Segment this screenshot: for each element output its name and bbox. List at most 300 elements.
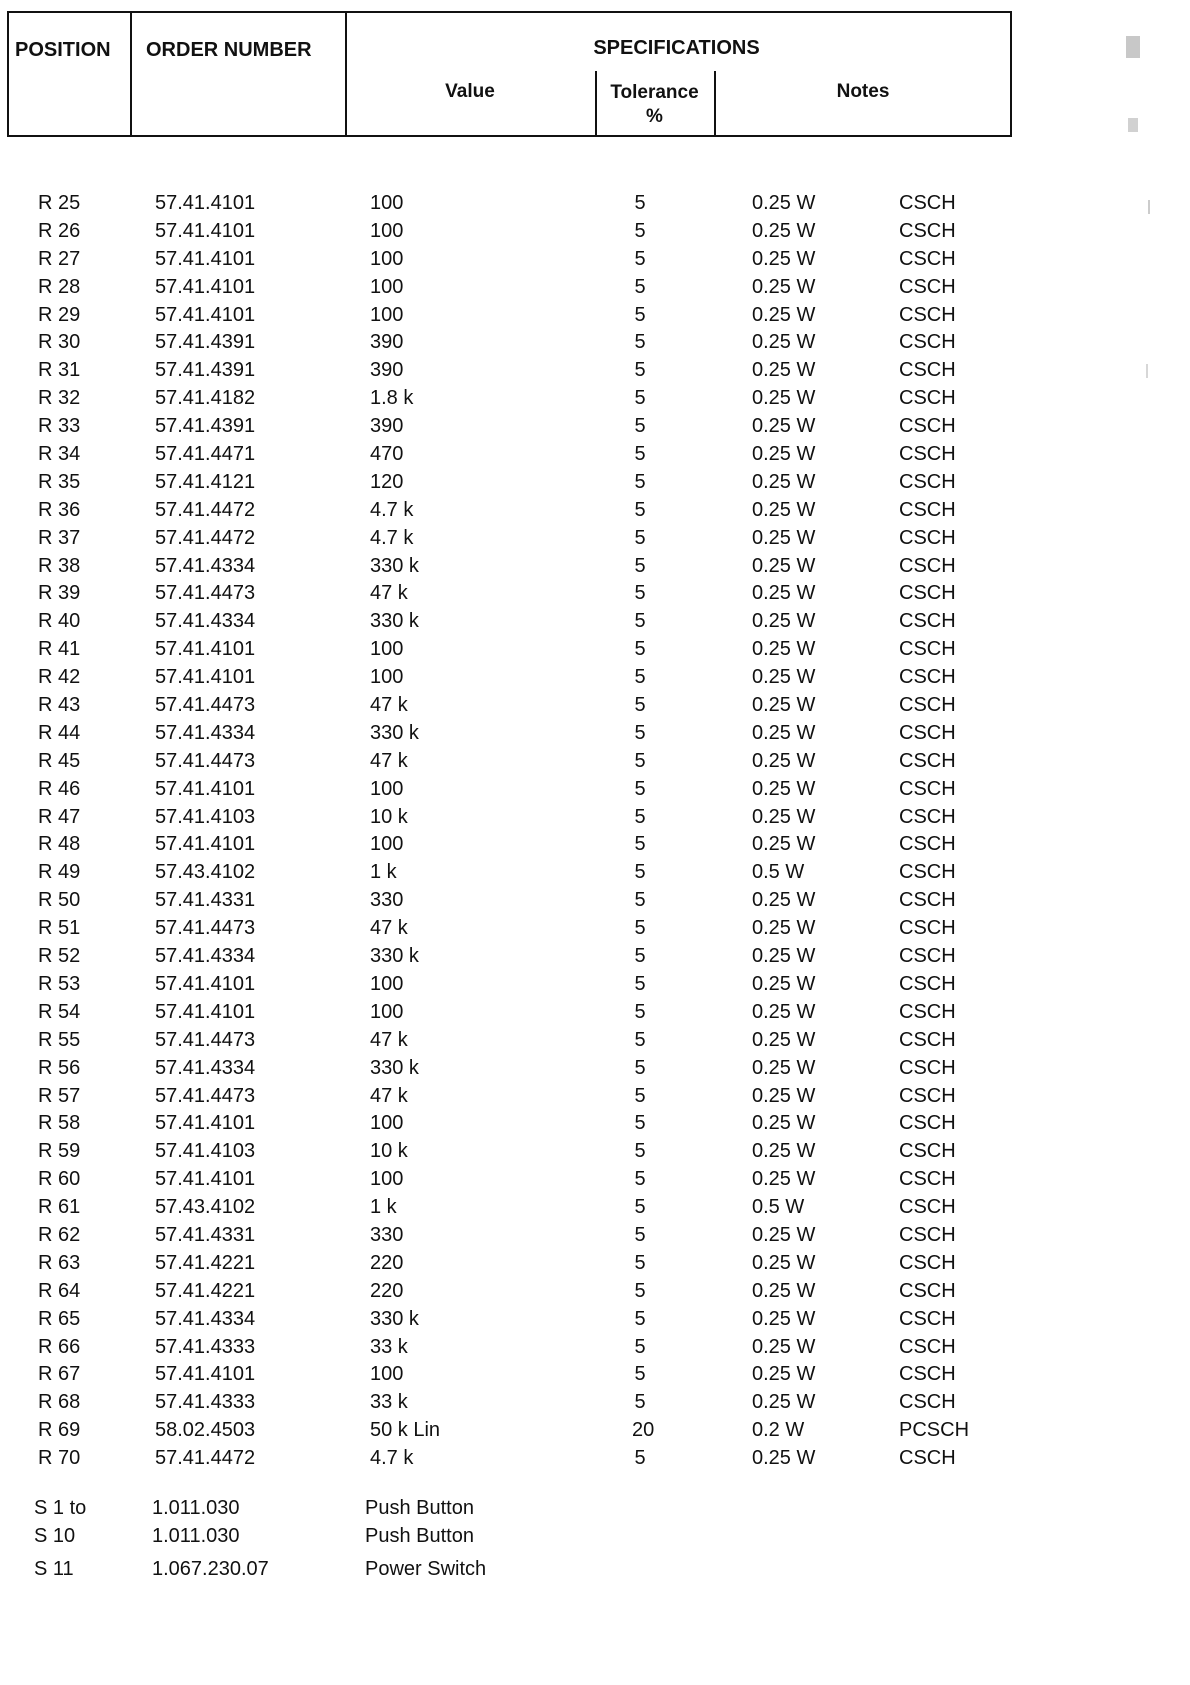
order-number-cell: 57.41.4473 — [155, 749, 256, 772]
value-cell: 100 — [370, 275, 404, 298]
position-cell: R 64 — [38, 1279, 81, 1302]
value-cell: 390 — [370, 331, 404, 354]
order-number-cell: 57.41.4473 — [155, 582, 256, 605]
order-number-cell: 57.43.4102 — [155, 1196, 256, 1219]
value-cell: 120 — [370, 470, 404, 493]
table-row — [0, 608, 1050, 636]
tolerance-cell: 5 — [634, 498, 646, 521]
power-cell: 0.25 W — [752, 415, 816, 438]
tolerance-cell: 5 — [634, 1056, 646, 1079]
position-cell: R 35 — [38, 470, 81, 493]
position-cell: R 27 — [38, 247, 81, 270]
description-cell: Power Switch — [365, 1558, 487, 1580]
power-cell: 0.25 W — [752, 526, 816, 549]
tolerance-cell: 5 — [634, 192, 646, 214]
tolerance-cell: 5 — [634, 945, 646, 968]
position-cell: R 51 — [38, 917, 81, 940]
value-cell: 100 — [370, 192, 404, 214]
notes-cell: CSCH — [899, 303, 956, 326]
table-row — [0, 915, 1050, 943]
table-row — [0, 664, 1050, 692]
order-number-cell: 57.41.4103 — [155, 805, 256, 828]
order-number-cell: 57.41.4221 — [155, 1279, 256, 1302]
position-cell: R 34 — [38, 443, 81, 466]
power-cell: 0.25 W — [752, 582, 816, 605]
power-cell: 0.25 W — [752, 972, 816, 995]
value-cell: 100 — [370, 666, 404, 689]
notes-cell: CSCH — [899, 247, 956, 270]
switch-row — [0, 1495, 1050, 1523]
table-row — [0, 1194, 1050, 1222]
scan-artifact — [1146, 364, 1148, 378]
tolerance-cell: 5 — [634, 303, 646, 326]
order-number-cell: 57.41.4473 — [155, 694, 256, 717]
table-row — [0, 413, 1050, 441]
order-number-cell: 1.067.230.07 — [152, 1558, 269, 1580]
order-number-cell: 57.41.4334 — [155, 945, 256, 968]
tolerance-cell: 5 — [634, 415, 646, 438]
tolerance-cell: 20 — [632, 1419, 655, 1442]
tolerance-cell: 5 — [634, 554, 646, 577]
table-row — [0, 553, 1050, 581]
power-cell: 0.25 W — [752, 247, 816, 270]
position-cell: R 39 — [38, 582, 81, 605]
position-cell: R 56 — [38, 1056, 81, 1079]
order-number-cell: 57.41.4333 — [155, 1391, 256, 1414]
table-row — [0, 525, 1050, 553]
value-cell: 10 k — [370, 805, 408, 828]
order-number-cell: 57.41.4472 — [155, 1447, 256, 1470]
position-cell: R 67 — [38, 1363, 81, 1386]
order-number-cell: 57.41.4331 — [155, 1223, 256, 1246]
position-cell: R 46 — [38, 777, 81, 800]
power-cell: 0.25 W — [752, 833, 816, 856]
notes-cell: CSCH — [899, 1028, 956, 1051]
value-cell: 470 — [370, 443, 404, 466]
order-number-cell: 57.41.4334 — [155, 721, 256, 744]
tolerance-cell: 5 — [634, 1251, 646, 1274]
position-cell: R 49 — [38, 861, 81, 884]
switch-list — [0, 1495, 1050, 1584]
value-cell: 330 k — [370, 945, 419, 968]
value-cell: 330 k — [370, 1307, 419, 1330]
power-cell: 0.25 W — [752, 917, 816, 940]
description-cell: Push Button — [365, 1524, 474, 1547]
switch-row — [0, 1556, 1050, 1584]
tolerance-cell: 5 — [634, 917, 646, 940]
power-cell: 0.25 W — [752, 303, 816, 326]
order-number-cell: 57.41.4101 — [155, 1168, 256, 1191]
table-row — [0, 887, 1050, 915]
position-cell: R 53 — [38, 972, 81, 995]
header-tolerance-unit: % — [646, 106, 663, 127]
table-row — [0, 1445, 1050, 1473]
table-row — [0, 859, 1050, 887]
value-cell: 100 — [370, 1000, 404, 1023]
power-cell: 0.25 W — [752, 498, 816, 521]
value-cell: 47 k — [370, 917, 408, 940]
order-number-cell: 57.41.4101 — [155, 1363, 256, 1386]
table-row — [0, 1306, 1050, 1334]
tolerance-cell: 5 — [634, 694, 646, 717]
order-number-cell: 57.41.4221 — [155, 1251, 256, 1274]
tolerance-cell: 5 — [634, 219, 646, 242]
power-cell: 0.25 W — [752, 192, 816, 214]
power-cell: 0.25 W — [752, 443, 816, 466]
value-cell: 33 k — [370, 1335, 408, 1358]
notes-cell: CSCH — [899, 498, 956, 521]
position-cell: R 50 — [38, 889, 81, 912]
value-cell: 100 — [370, 219, 404, 242]
position-cell: R 66 — [38, 1335, 81, 1358]
notes-cell: CSCH — [899, 1196, 956, 1219]
power-cell: 0.25 W — [752, 638, 816, 661]
position-cell: R 32 — [38, 387, 81, 410]
notes-cell: CSCH — [899, 331, 956, 354]
notes-cell: CSCH — [899, 638, 956, 661]
notes-cell: CSCH — [899, 1140, 956, 1163]
table-row — [0, 497, 1050, 525]
order-number-cell: 57.41.4101 — [155, 1112, 256, 1135]
table-row — [0, 1055, 1050, 1083]
value-cell: 330 k — [370, 554, 419, 577]
tolerance-cell: 5 — [634, 861, 646, 884]
notes-cell: CSCH — [899, 1112, 956, 1135]
tolerance-cell: 5 — [634, 443, 646, 466]
position-cell: R 52 — [38, 945, 81, 968]
order-number-cell: 57.41.4334 — [155, 554, 256, 577]
table-row — [0, 831, 1050, 859]
power-cell: 0.25 W — [752, 554, 816, 577]
position-cell: R 69 — [38, 1419, 81, 1442]
order-number-cell: 57.41.4334 — [155, 610, 256, 633]
position-cell: R 40 — [38, 610, 81, 633]
tolerance-cell: 5 — [634, 972, 646, 995]
power-cell: 0.5 W — [752, 1196, 805, 1219]
table-row — [0, 1334, 1050, 1362]
tolerance-cell: 5 — [634, 610, 646, 633]
notes-cell: CSCH — [899, 1251, 956, 1274]
notes-cell: CSCH — [899, 805, 956, 828]
order-number-cell: 1.011.030 — [152, 1497, 240, 1519]
notes-cell: CSCH — [899, 470, 956, 493]
tolerance-cell: 5 — [634, 1307, 646, 1330]
notes-cell: CSCH — [899, 861, 956, 884]
tolerance-cell: 5 — [634, 1140, 646, 1163]
tolerance-cell: 5 — [634, 805, 646, 828]
header-order-number: ORDER NUMBER — [146, 39, 312, 61]
notes-cell: CSCH — [899, 945, 956, 968]
tolerance-cell: 5 — [634, 1335, 646, 1358]
table-row — [0, 971, 1050, 999]
order-number-cell: 57.43.4102 — [155, 861, 256, 884]
table-row — [0, 580, 1050, 608]
position-cell: R 43 — [38, 694, 81, 717]
order-number-cell: 57.41.4101 — [155, 638, 256, 661]
header-divider — [130, 13, 132, 135]
power-cell: 0.25 W — [752, 1335, 816, 1358]
position-cell: R 47 — [38, 805, 81, 828]
tolerance-cell: 5 — [634, 1112, 646, 1135]
order-number-cell: 1.011.030 — [152, 1524, 240, 1547]
position-cell: R 41 — [38, 638, 81, 661]
tolerance-cell: 5 — [634, 1279, 646, 1302]
order-number-cell: 57.41.4121 — [155, 470, 256, 493]
table-row — [0, 246, 1050, 274]
value-cell: 47 k — [370, 582, 408, 605]
tolerance-cell: 5 — [634, 526, 646, 549]
position-cell: R 68 — [38, 1391, 81, 1414]
notes-cell: CSCH — [899, 1307, 956, 1330]
power-cell: 0.25 W — [752, 610, 816, 633]
table-header — [7, 11, 1012, 137]
position-cell: R 31 — [38, 359, 81, 382]
power-cell: 0.25 W — [752, 1000, 816, 1023]
table-row — [0, 1222, 1050, 1250]
value-cell: 100 — [370, 1363, 404, 1386]
order-number-cell: 57.41.4101 — [155, 1000, 256, 1023]
power-cell: 0.25 W — [752, 1307, 816, 1330]
value-cell: 1 k — [370, 1196, 397, 1219]
notes-cell: CSCH — [899, 192, 956, 214]
notes-cell: CSCH — [899, 749, 956, 772]
power-cell: 0.25 W — [752, 749, 816, 772]
power-cell: 0.25 W — [752, 359, 816, 382]
tolerance-cell: 5 — [634, 721, 646, 744]
header-tolerance — [595, 81, 714, 129]
notes-cell: CSCH — [899, 917, 956, 940]
tolerance-cell: 5 — [634, 1028, 646, 1051]
power-cell: 0.25 W — [752, 1028, 816, 1051]
notes-cell: CSCH — [899, 1279, 956, 1302]
header-value: Value — [445, 81, 495, 102]
power-cell: 0.25 W — [752, 1084, 816, 1107]
value-cell: 330 — [370, 889, 404, 912]
switch-row — [0, 1523, 1050, 1551]
power-cell: 0.25 W — [752, 805, 816, 828]
notes-cell: CSCH — [899, 610, 956, 633]
order-number-cell: 57.41.4334 — [155, 1307, 256, 1330]
resistor-list — [0, 190, 1050, 1473]
tolerance-cell: 5 — [634, 777, 646, 800]
description-cell: Push Button — [365, 1497, 474, 1519]
value-cell: 33 k — [370, 1391, 408, 1414]
tolerance-cell: 5 — [634, 1223, 646, 1246]
position-cell: R 60 — [38, 1168, 81, 1191]
order-number-cell: 57.41.4333 — [155, 1335, 256, 1358]
table-row — [0, 1250, 1050, 1278]
power-cell: 0.25 W — [752, 1391, 816, 1414]
order-number-cell: 57.41.4101 — [155, 777, 256, 800]
notes-cell: CSCH — [899, 1168, 956, 1191]
notes-cell: CSCH — [899, 1056, 956, 1079]
tolerance-cell: 5 — [634, 247, 646, 270]
notes-cell: CSCH — [899, 972, 956, 995]
tolerance-cell: 5 — [634, 889, 646, 912]
position-cell: S 10 — [34, 1524, 76, 1547]
notes-cell: CSCH — [899, 219, 956, 242]
header-divider — [345, 13, 347, 135]
notes-cell: CSCH — [899, 526, 956, 549]
power-cell: 0.25 W — [752, 1168, 816, 1191]
order-number-cell: 57.41.4103 — [155, 1140, 256, 1163]
value-cell: 4.7 k — [370, 526, 414, 549]
table-row — [0, 804, 1050, 832]
header-tolerance-label: Tolerance — [610, 82, 699, 103]
value-cell: 220 — [370, 1279, 404, 1302]
value-cell: 330 k — [370, 1056, 419, 1079]
value-cell: 100 — [370, 1112, 404, 1135]
header-specifications: SPECIFICATIONS — [593, 37, 760, 59]
position-cell: R 58 — [38, 1112, 81, 1135]
power-cell: 0.25 W — [752, 1251, 816, 1274]
tolerance-cell: 5 — [634, 1000, 646, 1023]
table-row — [0, 357, 1050, 385]
order-number-cell: 57.41.4472 — [155, 526, 256, 549]
position-cell: R 30 — [38, 331, 81, 354]
position-cell: R 42 — [38, 666, 81, 689]
value-cell: 100 — [370, 972, 404, 995]
power-cell: 0.2 W — [752, 1419, 805, 1442]
notes-cell: CSCH — [899, 1000, 956, 1023]
notes-cell: CSCH — [899, 1084, 956, 1107]
value-cell: 50 k Lin — [370, 1419, 441, 1442]
notes-cell: CSCH — [899, 833, 956, 856]
order-number-cell: 57.41.4391 — [155, 331, 256, 354]
position-cell: R 59 — [38, 1140, 81, 1163]
value-cell: 100 — [370, 777, 404, 800]
position-cell: R 62 — [38, 1223, 81, 1246]
table-row — [0, 274, 1050, 302]
power-cell: 0.25 W — [752, 1447, 816, 1470]
table-row — [0, 748, 1050, 776]
notes-cell: PCSCH — [899, 1419, 970, 1442]
value-cell: 47 k — [370, 1084, 408, 1107]
power-cell: 0.25 W — [752, 470, 816, 493]
order-number-cell: 57.41.4101 — [155, 247, 256, 270]
position-cell: R 61 — [38, 1196, 81, 1219]
table-row — [0, 441, 1050, 469]
table-row — [0, 1138, 1050, 1166]
scan-artifact — [1148, 200, 1150, 214]
position-cell: R 44 — [38, 721, 81, 744]
power-cell: 0.25 W — [752, 777, 816, 800]
order-number-cell: 57.41.4182 — [155, 387, 256, 410]
position-cell: R 48 — [38, 833, 81, 856]
table-row — [0, 329, 1050, 357]
position-cell: R 65 — [38, 1307, 81, 1330]
power-cell: 0.25 W — [752, 694, 816, 717]
table-row — [0, 636, 1050, 664]
notes-cell: CSCH — [899, 443, 956, 466]
table-row — [0, 1278, 1050, 1306]
value-cell: 100 — [370, 247, 404, 270]
tolerance-cell: 5 — [634, 666, 646, 689]
tolerance-cell: 5 — [634, 275, 646, 298]
value-cell: 1.8 k — [370, 387, 414, 410]
notes-cell: CSCH — [899, 1447, 956, 1470]
order-number-cell: 57.41.4101 — [155, 275, 256, 298]
table-row — [0, 1361, 1050, 1389]
table-row — [0, 218, 1050, 246]
value-cell: 4.7 k — [370, 1447, 414, 1470]
table-row — [0, 720, 1050, 748]
header-position: POSITION — [15, 39, 111, 61]
position-cell: R 26 — [38, 219, 81, 242]
table-row — [0, 1083, 1050, 1111]
order-number-cell: 57.41.4473 — [155, 1028, 256, 1051]
value-cell: 390 — [370, 415, 404, 438]
table-row — [0, 1417, 1050, 1445]
notes-cell: CSCH — [899, 1223, 956, 1246]
position-cell: R 54 — [38, 1000, 81, 1023]
tolerance-cell: 5 — [634, 470, 646, 493]
tolerance-cell: 5 — [634, 1084, 646, 1107]
value-cell: 100 — [370, 833, 404, 856]
order-number-cell: 57.41.4101 — [155, 303, 256, 326]
table-row — [0, 1166, 1050, 1194]
notes-cell: CSCH — [899, 694, 956, 717]
table-row — [0, 943, 1050, 971]
power-cell: 0.5 W — [752, 861, 805, 884]
power-cell: 0.25 W — [752, 1056, 816, 1079]
table-row — [0, 385, 1050, 413]
tolerance-cell: 5 — [634, 638, 646, 661]
value-cell: 100 — [370, 1168, 404, 1191]
value-cell: 47 k — [370, 1028, 408, 1051]
tolerance-cell: 5 — [634, 1196, 646, 1219]
tolerance-cell: 5 — [634, 1363, 646, 1386]
tolerance-cell: 5 — [634, 582, 646, 605]
tolerance-cell: 5 — [634, 1447, 646, 1470]
value-cell: 330 k — [370, 721, 419, 744]
notes-cell: CSCH — [899, 387, 956, 410]
table-row — [0, 1389, 1050, 1417]
tolerance-cell: 5 — [634, 833, 646, 856]
order-number-cell: 57.41.4101 — [155, 833, 256, 856]
position-cell: R 25 — [38, 192, 81, 214]
power-cell: 0.25 W — [752, 219, 816, 242]
notes-cell: CSCH — [899, 1363, 956, 1386]
order-number-cell: 58.02.4503 — [155, 1419, 256, 1442]
notes-cell: CSCH — [899, 554, 956, 577]
value-cell: 100 — [370, 303, 404, 326]
tolerance-cell: 5 — [634, 359, 646, 382]
order-number-cell: 57.41.4101 — [155, 192, 256, 214]
order-number-cell: 57.41.4331 — [155, 889, 256, 912]
power-cell: 0.25 W — [752, 1363, 816, 1386]
position-cell: R 70 — [38, 1447, 81, 1470]
power-cell: 0.25 W — [752, 666, 816, 689]
value-cell: 47 k — [370, 749, 408, 772]
power-cell: 0.25 W — [752, 1140, 816, 1163]
notes-cell: CSCH — [899, 721, 956, 744]
notes-cell: CSCH — [899, 889, 956, 912]
notes-cell: CSCH — [899, 415, 956, 438]
table-row — [0, 1110, 1050, 1138]
value-cell: 390 — [370, 359, 404, 382]
position-cell: R 45 — [38, 749, 81, 772]
power-cell: 0.25 W — [752, 721, 816, 744]
order-number-cell: 57.41.4472 — [155, 498, 256, 521]
value-cell: 10 k — [370, 1140, 408, 1163]
tolerance-cell: 5 — [634, 387, 646, 410]
notes-cell: CSCH — [899, 582, 956, 605]
value-cell: 47 k — [370, 694, 408, 717]
table-row — [0, 302, 1050, 330]
notes-cell: CSCH — [899, 666, 956, 689]
value-cell: 330 — [370, 1223, 404, 1246]
